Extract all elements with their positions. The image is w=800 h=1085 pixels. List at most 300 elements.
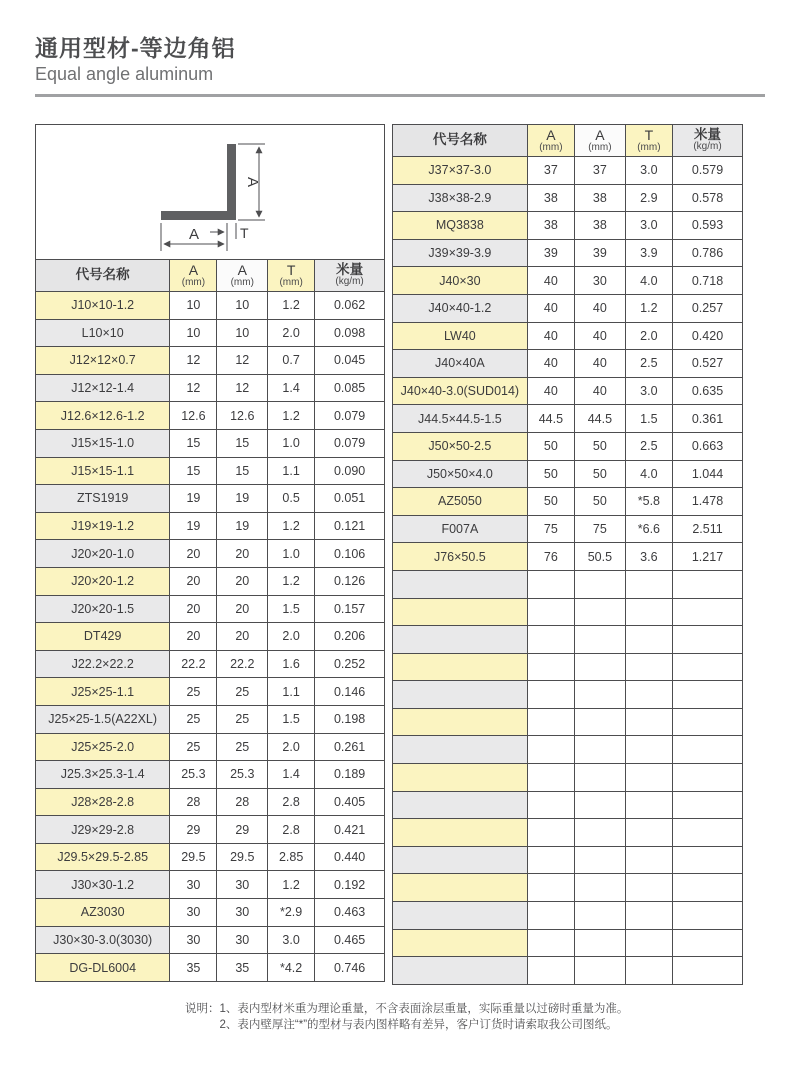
page-header bbox=[0, 0, 800, 97]
table-row bbox=[393, 405, 743, 433]
value-cell bbox=[575, 874, 626, 902]
value-cell: 0.146 bbox=[315, 678, 385, 706]
value-cell: 0.045 bbox=[315, 347, 385, 375]
value-cell: 0.421 bbox=[315, 816, 385, 844]
table-row bbox=[393, 626, 743, 654]
code-cell: L10×10 bbox=[36, 319, 170, 347]
value-cell: 25 bbox=[170, 705, 217, 733]
value-cell: 0.361 bbox=[673, 405, 743, 433]
value-cell: 30 bbox=[170, 871, 217, 899]
table-row bbox=[36, 347, 385, 375]
value-cell bbox=[625, 653, 672, 681]
table-row bbox=[393, 957, 743, 985]
value-cell bbox=[527, 929, 574, 957]
table-row bbox=[36, 512, 385, 540]
code-cell: J28×28-2.8 bbox=[36, 788, 170, 816]
value-cell: 40 bbox=[527, 350, 574, 378]
value-cell: 37 bbox=[527, 157, 574, 185]
value-cell bbox=[673, 874, 743, 902]
table-row bbox=[36, 457, 385, 485]
value-cell: 12.6 bbox=[217, 402, 268, 430]
value-cell: 1.2 bbox=[268, 871, 315, 899]
value-cell: 10 bbox=[170, 292, 217, 320]
notes-label: 说明： bbox=[185, 1002, 220, 1015]
value-cell: 25 bbox=[217, 733, 268, 761]
table-row bbox=[36, 650, 385, 678]
dim-label-a-bottom: A bbox=[188, 226, 200, 243]
value-cell bbox=[527, 791, 574, 819]
table-row bbox=[393, 460, 743, 488]
value-cell bbox=[575, 902, 626, 930]
code-cell bbox=[393, 708, 528, 736]
value-cell: 50 bbox=[527, 488, 574, 516]
column-header: T (mm) bbox=[268, 260, 315, 292]
right-spec-table bbox=[392, 124, 743, 985]
value-cell: 1.217 bbox=[673, 543, 743, 571]
page-title-en: Equal angle aluminum bbox=[35, 64, 214, 84]
code-cell: J39×39-3.9 bbox=[393, 239, 528, 267]
value-cell: 0.192 bbox=[315, 871, 385, 899]
diagram-row bbox=[36, 125, 385, 260]
value-cell: *2.9 bbox=[268, 899, 315, 927]
value-cell bbox=[527, 819, 574, 847]
code-cell: DT429 bbox=[36, 623, 170, 651]
value-cell: 40 bbox=[575, 294, 626, 322]
value-cell: 4.0 bbox=[625, 267, 672, 295]
value-cell: 1.044 bbox=[673, 460, 743, 488]
value-cell: 38 bbox=[575, 184, 626, 212]
value-cell: 0.5 bbox=[268, 485, 315, 513]
value-cell bbox=[625, 736, 672, 764]
value-cell bbox=[673, 819, 743, 847]
code-cell: J30×30-1.2 bbox=[36, 871, 170, 899]
code-cell: J20×20-1.5 bbox=[36, 595, 170, 623]
value-cell: 0.090 bbox=[315, 457, 385, 485]
value-cell bbox=[673, 681, 743, 709]
right-panel bbox=[392, 124, 743, 985]
table-row bbox=[36, 899, 385, 927]
value-cell bbox=[673, 626, 743, 654]
value-cell: 1.5 bbox=[625, 405, 672, 433]
value-cell bbox=[673, 708, 743, 736]
table-row bbox=[36, 788, 385, 816]
code-cell: J12×12×0.7 bbox=[36, 347, 170, 375]
value-cell: 29.5 bbox=[217, 843, 268, 871]
value-cell: 2.0 bbox=[625, 322, 672, 350]
value-cell bbox=[527, 626, 574, 654]
value-cell bbox=[673, 902, 743, 930]
page-title-zh: 通用型材-等边角铝 bbox=[35, 35, 236, 61]
code-cell: J37×37-3.0 bbox=[393, 157, 528, 185]
value-cell: 20 bbox=[170, 540, 217, 568]
value-cell: 30 bbox=[170, 899, 217, 927]
value-cell: 1.478 bbox=[673, 488, 743, 516]
table-row bbox=[393, 736, 743, 764]
table-row bbox=[393, 239, 743, 267]
table-row bbox=[393, 764, 743, 792]
table-row bbox=[393, 929, 743, 957]
value-cell bbox=[625, 874, 672, 902]
value-cell bbox=[575, 653, 626, 681]
value-cell: 35 bbox=[217, 954, 268, 982]
table-row bbox=[36, 540, 385, 568]
value-cell: 40 bbox=[527, 322, 574, 350]
code-cell: J25.3×25.3-1.4 bbox=[36, 761, 170, 789]
value-cell bbox=[575, 957, 626, 985]
table-row bbox=[36, 374, 385, 402]
value-cell: 1.1 bbox=[268, 678, 315, 706]
value-cell bbox=[527, 846, 574, 874]
value-cell: 2.5 bbox=[625, 350, 672, 378]
value-cell: 50 bbox=[527, 432, 574, 460]
value-cell: 30 bbox=[170, 926, 217, 954]
value-cell: 19 bbox=[170, 512, 217, 540]
value-cell bbox=[527, 902, 574, 930]
table-row bbox=[36, 485, 385, 513]
table-row bbox=[36, 843, 385, 871]
value-cell bbox=[625, 846, 672, 874]
value-cell bbox=[527, 708, 574, 736]
value-cell: 20 bbox=[217, 567, 268, 595]
value-cell: 3.0 bbox=[625, 212, 672, 240]
value-cell: 1.2 bbox=[625, 294, 672, 322]
value-cell bbox=[673, 846, 743, 874]
value-cell: 40 bbox=[527, 267, 574, 295]
code-cell: J12×12-1.4 bbox=[36, 374, 170, 402]
column-header: 米量 (kg/m) bbox=[315, 260, 385, 292]
value-cell: 1.2 bbox=[268, 402, 315, 430]
value-cell: 0.252 bbox=[315, 650, 385, 678]
value-cell: 2.85 bbox=[268, 843, 315, 871]
value-cell: 20 bbox=[170, 623, 217, 651]
table-row bbox=[36, 319, 385, 347]
value-cell: 0.261 bbox=[315, 733, 385, 761]
value-cell: 0.157 bbox=[315, 595, 385, 623]
value-cell: 40 bbox=[575, 350, 626, 378]
value-cell bbox=[527, 736, 574, 764]
code-cell: J40×40-3.0(SUD014) bbox=[393, 377, 528, 405]
value-cell: 50 bbox=[575, 432, 626, 460]
table-row bbox=[393, 708, 743, 736]
value-cell: 0.121 bbox=[315, 512, 385, 540]
value-cell: 50 bbox=[527, 460, 574, 488]
code-cell bbox=[393, 819, 528, 847]
value-cell: 0.098 bbox=[315, 319, 385, 347]
value-cell: 30 bbox=[217, 871, 268, 899]
value-cell: 0.126 bbox=[315, 567, 385, 595]
value-cell: 0.465 bbox=[315, 926, 385, 954]
code-cell bbox=[393, 653, 528, 681]
value-cell bbox=[527, 874, 574, 902]
code-cell: J44.5×44.5-1.5 bbox=[393, 405, 528, 433]
value-cell: 3.6 bbox=[625, 543, 672, 571]
value-cell bbox=[575, 598, 626, 626]
table-row bbox=[393, 902, 743, 930]
value-cell: 0.746 bbox=[315, 954, 385, 982]
value-cell: 0.420 bbox=[673, 322, 743, 350]
notes-items bbox=[220, 1001, 629, 1033]
note-line: 2、表内壁厚注“*”的型材与表内图样略有差异，客户订货时请索取我公司图纸。 bbox=[219, 1018, 618, 1031]
value-cell: 2.0 bbox=[268, 319, 315, 347]
code-cell: J20×20-1.0 bbox=[36, 540, 170, 568]
value-cell: 1.5 bbox=[268, 595, 315, 623]
value-cell: 12 bbox=[217, 374, 268, 402]
value-cell bbox=[625, 598, 672, 626]
value-cell bbox=[527, 570, 574, 598]
column-header: A (mm) bbox=[217, 260, 268, 292]
table-row bbox=[393, 791, 743, 819]
column-header: A (mm) bbox=[170, 260, 217, 292]
angle-profile-diagram bbox=[36, 125, 385, 260]
value-cell: 20 bbox=[217, 623, 268, 651]
value-cell: 25.3 bbox=[170, 761, 217, 789]
table-row bbox=[393, 377, 743, 405]
value-cell: 2.8 bbox=[268, 788, 315, 816]
value-cell: 3.0 bbox=[268, 926, 315, 954]
value-cell: 25.3 bbox=[217, 761, 268, 789]
code-cell: AZ3030 bbox=[36, 899, 170, 927]
value-cell bbox=[673, 957, 743, 985]
value-cell: 1.2 bbox=[268, 512, 315, 540]
value-cell: 10 bbox=[217, 319, 268, 347]
value-cell: 29 bbox=[170, 816, 217, 844]
code-cell: J38×38-2.9 bbox=[393, 184, 528, 212]
value-cell: 12 bbox=[217, 347, 268, 375]
value-cell: 37 bbox=[575, 157, 626, 185]
value-cell: 75 bbox=[575, 515, 626, 543]
value-cell: 0.206 bbox=[315, 623, 385, 651]
value-cell: 10 bbox=[217, 292, 268, 320]
value-cell: 1.1 bbox=[268, 457, 315, 485]
value-cell: 12.6 bbox=[170, 402, 217, 430]
code-cell bbox=[393, 681, 528, 709]
value-cell: 15 bbox=[170, 429, 217, 457]
value-cell: 0.198 bbox=[315, 705, 385, 733]
value-cell: 0.635 bbox=[673, 377, 743, 405]
value-cell bbox=[527, 681, 574, 709]
value-cell bbox=[625, 819, 672, 847]
code-cell: J25×25-1.1 bbox=[36, 678, 170, 706]
code-cell: J25×25-2.0 bbox=[36, 733, 170, 761]
value-cell: 0.062 bbox=[315, 292, 385, 320]
value-cell: 19 bbox=[217, 512, 268, 540]
code-cell: AZ5050 bbox=[393, 488, 528, 516]
table-row bbox=[393, 543, 743, 571]
value-cell bbox=[527, 957, 574, 985]
table-row bbox=[36, 595, 385, 623]
table-row bbox=[393, 846, 743, 874]
value-cell: 22.2 bbox=[217, 650, 268, 678]
table-row bbox=[36, 429, 385, 457]
value-cell: 0.463 bbox=[315, 899, 385, 927]
value-cell: 30 bbox=[217, 899, 268, 927]
value-cell: 0.527 bbox=[673, 350, 743, 378]
value-cell bbox=[625, 681, 672, 709]
value-cell: 2.9 bbox=[625, 184, 672, 212]
value-cell: 38 bbox=[575, 212, 626, 240]
table-header-row bbox=[393, 125, 743, 157]
value-cell bbox=[673, 653, 743, 681]
value-cell: 19 bbox=[217, 485, 268, 513]
value-cell bbox=[673, 736, 743, 764]
table-row bbox=[393, 488, 743, 516]
value-cell: 1.4 bbox=[268, 761, 315, 789]
table-row bbox=[393, 570, 743, 598]
code-cell bbox=[393, 736, 528, 764]
table-row bbox=[36, 733, 385, 761]
code-cell: J29×29-2.8 bbox=[36, 816, 170, 844]
value-cell: 0.106 bbox=[315, 540, 385, 568]
code-cell: J15×15-1.1 bbox=[36, 457, 170, 485]
value-cell: 1.6 bbox=[268, 650, 315, 678]
l-profile-shape bbox=[161, 144, 236, 220]
value-cell: 0.593 bbox=[673, 212, 743, 240]
table-row bbox=[393, 294, 743, 322]
code-cell: J40×40A bbox=[393, 350, 528, 378]
left-spec-table bbox=[35, 124, 385, 982]
value-cell: 2.0 bbox=[268, 733, 315, 761]
value-cell bbox=[575, 819, 626, 847]
code-cell: J50×50×4.0 bbox=[393, 460, 528, 488]
value-cell: 4.0 bbox=[625, 460, 672, 488]
value-cell: 2.0 bbox=[268, 623, 315, 651]
value-cell: 29.5 bbox=[170, 843, 217, 871]
value-cell: 40 bbox=[527, 377, 574, 405]
value-cell bbox=[625, 626, 672, 654]
column-header: 代号名称 bbox=[36, 260, 170, 292]
value-cell: 0.579 bbox=[673, 157, 743, 185]
value-cell: 28 bbox=[217, 788, 268, 816]
value-cell bbox=[625, 708, 672, 736]
value-cell: 0.718 bbox=[673, 267, 743, 295]
value-cell: 15 bbox=[217, 429, 268, 457]
value-cell bbox=[575, 736, 626, 764]
value-cell: 3.0 bbox=[625, 157, 672, 185]
value-cell bbox=[625, 570, 672, 598]
code-cell bbox=[393, 929, 528, 957]
value-cell: 22.2 bbox=[170, 650, 217, 678]
value-cell: 3.0 bbox=[625, 377, 672, 405]
value-cell: 19 bbox=[170, 485, 217, 513]
table-row bbox=[36, 871, 385, 899]
code-cell: J30×30-3.0(3030) bbox=[36, 926, 170, 954]
value-cell: 1.0 bbox=[268, 540, 315, 568]
value-cell: 0.257 bbox=[673, 294, 743, 322]
value-cell: *4.2 bbox=[268, 954, 315, 982]
column-header: T (mm) bbox=[625, 125, 672, 157]
code-cell bbox=[393, 626, 528, 654]
value-cell: 12 bbox=[170, 374, 217, 402]
value-cell: 0.189 bbox=[315, 761, 385, 789]
value-cell: 39 bbox=[527, 239, 574, 267]
left-table-body bbox=[36, 292, 385, 982]
value-cell: 44.5 bbox=[527, 405, 574, 433]
value-cell bbox=[575, 570, 626, 598]
value-cell: 0.440 bbox=[315, 843, 385, 871]
table-row bbox=[36, 954, 385, 982]
value-cell: 1.5 bbox=[268, 705, 315, 733]
value-cell: 1.0 bbox=[268, 429, 315, 457]
value-cell: 20 bbox=[170, 595, 217, 623]
value-cell: 25 bbox=[217, 705, 268, 733]
code-cell: J40×30 bbox=[393, 267, 528, 295]
code-cell bbox=[393, 846, 528, 874]
code-cell: ZTS1919 bbox=[36, 485, 170, 513]
value-cell: 25 bbox=[170, 678, 217, 706]
column-header: 米量 (kg/m) bbox=[673, 125, 743, 157]
code-cell bbox=[393, 570, 528, 598]
value-cell: 35 bbox=[170, 954, 217, 982]
value-cell bbox=[575, 708, 626, 736]
value-cell: 1.2 bbox=[268, 567, 315, 595]
value-cell: 3.9 bbox=[625, 239, 672, 267]
value-cell: 40 bbox=[575, 377, 626, 405]
value-cell bbox=[673, 598, 743, 626]
table-row bbox=[393, 322, 743, 350]
code-cell bbox=[393, 791, 528, 819]
value-cell bbox=[673, 791, 743, 819]
table-row bbox=[393, 350, 743, 378]
code-cell: J50×50-2.5 bbox=[393, 432, 528, 460]
column-header: A (mm) bbox=[527, 125, 574, 157]
code-cell bbox=[393, 764, 528, 792]
value-cell: 0.405 bbox=[315, 788, 385, 816]
value-cell bbox=[673, 570, 743, 598]
value-cell: 28 bbox=[170, 788, 217, 816]
value-cell: 75 bbox=[527, 515, 574, 543]
table-row bbox=[36, 705, 385, 733]
value-cell bbox=[625, 929, 672, 957]
value-cell: 0.051 bbox=[315, 485, 385, 513]
value-cell bbox=[625, 902, 672, 930]
value-cell: 0.786 bbox=[673, 239, 743, 267]
value-cell bbox=[575, 846, 626, 874]
angle-profile-svg bbox=[36, 125, 382, 259]
code-cell: MQ3838 bbox=[393, 212, 528, 240]
value-cell: 0.578 bbox=[673, 184, 743, 212]
content bbox=[0, 124, 800, 985]
table-row bbox=[393, 819, 743, 847]
code-cell: J76×50.5 bbox=[393, 543, 528, 571]
value-cell bbox=[575, 791, 626, 819]
value-cell: *5.8 bbox=[625, 488, 672, 516]
value-cell: 20 bbox=[170, 567, 217, 595]
value-cell: 40 bbox=[575, 322, 626, 350]
code-cell: J15×15-1.0 bbox=[36, 429, 170, 457]
code-cell: J40×40-1.2 bbox=[393, 294, 528, 322]
table-row bbox=[36, 761, 385, 789]
value-cell: 50 bbox=[575, 460, 626, 488]
value-cell bbox=[575, 764, 626, 792]
table-row bbox=[393, 598, 743, 626]
table-row bbox=[36, 678, 385, 706]
code-cell: J22.2×22.2 bbox=[36, 650, 170, 678]
table-row bbox=[36, 292, 385, 320]
table-row bbox=[36, 402, 385, 430]
value-cell: 12 bbox=[170, 347, 217, 375]
dim-label-a-side: A bbox=[244, 176, 261, 188]
table-header-row bbox=[36, 260, 385, 292]
value-cell bbox=[673, 929, 743, 957]
value-cell bbox=[575, 626, 626, 654]
code-cell: J25×25-1.5(A22XL) bbox=[36, 705, 170, 733]
table-row bbox=[36, 926, 385, 954]
value-cell: 15 bbox=[217, 457, 268, 485]
table-row bbox=[393, 267, 743, 295]
value-cell: 1.2 bbox=[268, 292, 315, 320]
note-line: 1、表内型材米重为理论重量，不含表面涂层重量，实际重量以过磅时重量为准。 bbox=[219, 1002, 629, 1015]
table-row bbox=[393, 653, 743, 681]
